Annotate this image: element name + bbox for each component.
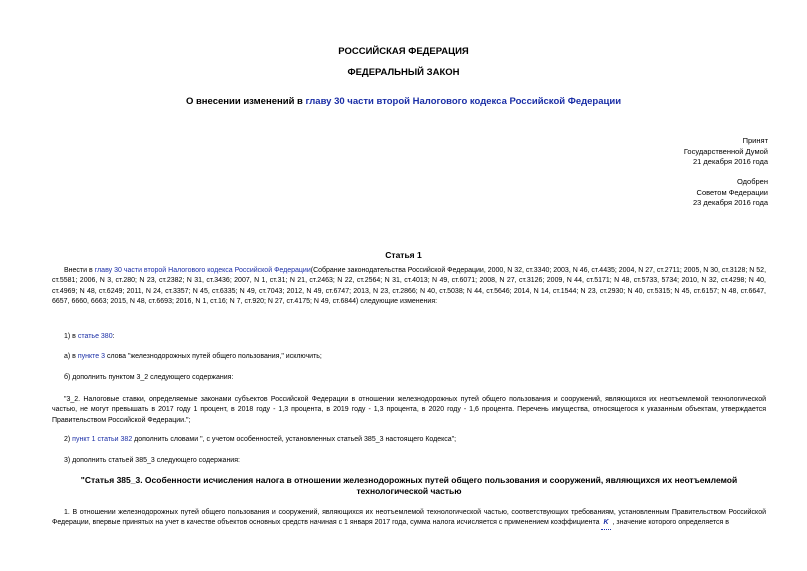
adoption-line-2: Государственной Думой <box>683 146 768 156</box>
item-3: 3) дополнить статьей 385_3 следующего содержания: <box>64 457 240 464</box>
item-2-rest: дополнить словами ", с учетом особенностей, установленных статьей 385_3 настоящего Кодекса"; <box>132 436 457 443</box>
item-1-link[interactable]: статье 380 <box>77 333 113 340</box>
item-a-link[interactable]: пункте 3 <box>77 353 105 360</box>
new-article-title: "Статья 385_3. Особенности исчисления налога в отношении железнодорожных путей общего пользования и сооружений, являющихся их неотъемлемой технологической частью <box>80 475 738 496</box>
law-title <box>0 96 807 107</box>
item-2-prefix: 2) <box>64 436 73 443</box>
item-1 <box>64 332 115 342</box>
item-1-prefix: 1) в <box>64 333 78 340</box>
item-a <box>64 352 322 362</box>
adoption-line-1: Принят <box>742 136 768 145</box>
law-type-heading: ФЕДЕРАЛЬНЫЙ ЗАКОН <box>347 67 460 78</box>
adoption-stamp <box>684 136 768 168</box>
item-2-link[interactable]: пункт 1 статьи 382 <box>72 436 133 443</box>
item-1-suffix: : <box>112 333 115 340</box>
country-heading: РОССИЙСКАЯ ФЕДЕРАЦИЯ <box>338 46 469 57</box>
article-title: Статья 1 <box>385 250 422 260</box>
quote-3-2-paragraph: "3_2. Налоговые ставки, определяемые законами субъектов Российской Федерации в отношении железнодорожных путей общего пользования и сооружений, являющихся их неотъемлемой технологической частью, не могут превышать в 2017 году 1 процент, в 2018 году - 1,3 процента, в 2019 году - 1,3 процента, в 2020 году - 1,6 процента. Перечень имущества, относящегося к указанным объектам, утверждается Правительством Российской Федерации."; <box>52 396 766 424</box>
intro-paragraph <box>52 266 766 308</box>
approval-line-2: Советом Федерации <box>696 187 768 197</box>
approval-line-1: Одобрен <box>737 177 768 186</box>
item-b: б) дополнить пунктом 3_2 следующего содержания: <box>64 374 234 381</box>
law-title-prefix: О внесении изменений в <box>185 96 306 107</box>
approval-line-3: 23 декабря 2016 года <box>692 198 768 207</box>
adoption-line-3: 21 декабря 2016 года <box>692 157 768 166</box>
intro-code-link[interactable]: главу 30 части второй Налогового кодекса Российской Федерации <box>94 267 311 274</box>
item-2 <box>64 435 456 445</box>
item-a-rest: слова "железнодорожных путей общего пользования," исключить; <box>105 353 322 360</box>
intro-rest: (Собрание законодательства Российской Федерации, 2000, N 32, ст.3340; 2003, N 46, ст.4435; 2004, N 27, ст.2711; 2005, N 30, ст.3128; N 52, ст.5581; 2006, N 3, ст.280; N 23, ст.2382; N 31, ст.3436; 2007, N 1, ст.31; N 21, ст.2463; N 22, ст.2564; N 31, ст.4013; N 49, ст.6071; 2008, N 27, ст.3126; 2009, N 44, ст.5171; N 48, ст.5733, 5734; 2010, N 32, ст.4298; N 40, ст.4969; N 48, ст.6249; 2011, N 24, ст.3357; N 45, ст.6335; N 49, ст.7043; 2012, N 49, ст.6747; 2013, N 23, ст.2866; N 40, ст.5038; N 44, ст.5646; 2014, N 14, ст.1544; N 23, ст.2930; N 40, ст.5315; N 45, ст.6157; N 48, ст.6647, 6657, 6660, 6663; 2015, N 48, ст.6693; 2016, N 1, ст.16; N 7, ст.920; N 27, ст.4175; N 49, ст.6844) следующие изменения: <box>52 267 767 306</box>
new-article-paragraph-1 <box>52 508 766 530</box>
new-article-p1-end: , значение которого определяется в <box>612 519 729 527</box>
approval-stamp <box>693 177 768 209</box>
new-article-p1-text: 1. В отношении железнодорожных путей общего пользования и сооружений, являющихся их неотъемлемой технологической частью, соответствующих требованиям, установленным Правительством Российской Федерации, впервые принятых на учет в качестве объектов основных средств начиная с 1 января 2017 года, сумма налога исчисляется с применением коэффициента <box>52 509 766 527</box>
coefficient-formula[interactable]: K <box>601 518 610 529</box>
law-title-link[interactable]: главу 30 части второй Налогового кодекса Российской Федерации <box>305 96 622 107</box>
item-a-prefix: а) в <box>64 353 78 360</box>
intro-prefix: Внести в <box>64 267 95 274</box>
